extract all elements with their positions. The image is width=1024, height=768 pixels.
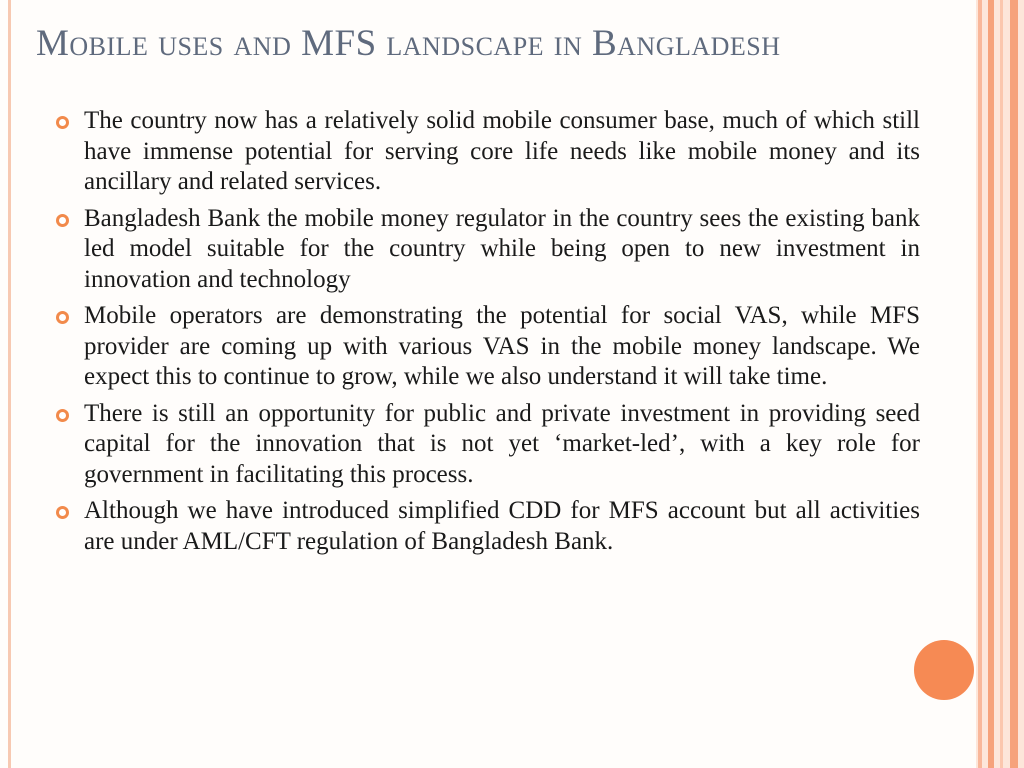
bullet-text: Although we have introduced simplified CDD for MFS account but all activities are under AML/CFT regulation of Bangladesh Bank.: [84, 497, 920, 555]
bullet-item: [52, 106, 920, 198]
bullet-list: [52, 106, 920, 563]
bullet-text: There is still an opportunity for public and private investment in providing seed capital for the innovation that is not yet ‘market-led’, with a key role for government in facilitating this process.: [84, 399, 920, 488]
decorative-stripe: [978, 0, 982, 768]
bullet-item: [52, 301, 920, 393]
bullet-circle-icon: [56, 214, 69, 227]
bullet-item: [52, 399, 920, 491]
left-border-line: [8, 0, 11, 768]
bullet-circle-icon: [56, 409, 69, 422]
bullet-item: [52, 204, 920, 296]
slide-title: Mobile uses and MFS landscape in Bangladesh: [36, 23, 781, 64]
bullet-text: Mobile operators are demonstrating the potential for social VAS, while MFS provider are coming up with various VAS in the mobile money landscape. We expect this to continue to grow, while we also understand it will take time.: [84, 302, 920, 390]
bullet-circle-icon: [56, 311, 69, 324]
bullet-text: Bangladesh Bank the mobile money regulator in the country sees the existing bank led model suitable for the country while being open to new investment in innovation and technology: [84, 204, 920, 293]
decorative-stripe: [1010, 0, 1018, 768]
bullet-item: [52, 496, 920, 557]
bullet-circle-icon: [56, 116, 69, 129]
decorative-stripe: [1000, 0, 1003, 768]
decorative-orange-circle: [914, 640, 974, 700]
bullet-text: The country now has a relatively solid mobile consumer base, much of which still have immense potential for serving core life needs like mobile money and its ancillary and related services.: [84, 107, 920, 195]
decorative-stripe: [988, 0, 994, 768]
bullet-circle-icon: [56, 506, 69, 519]
